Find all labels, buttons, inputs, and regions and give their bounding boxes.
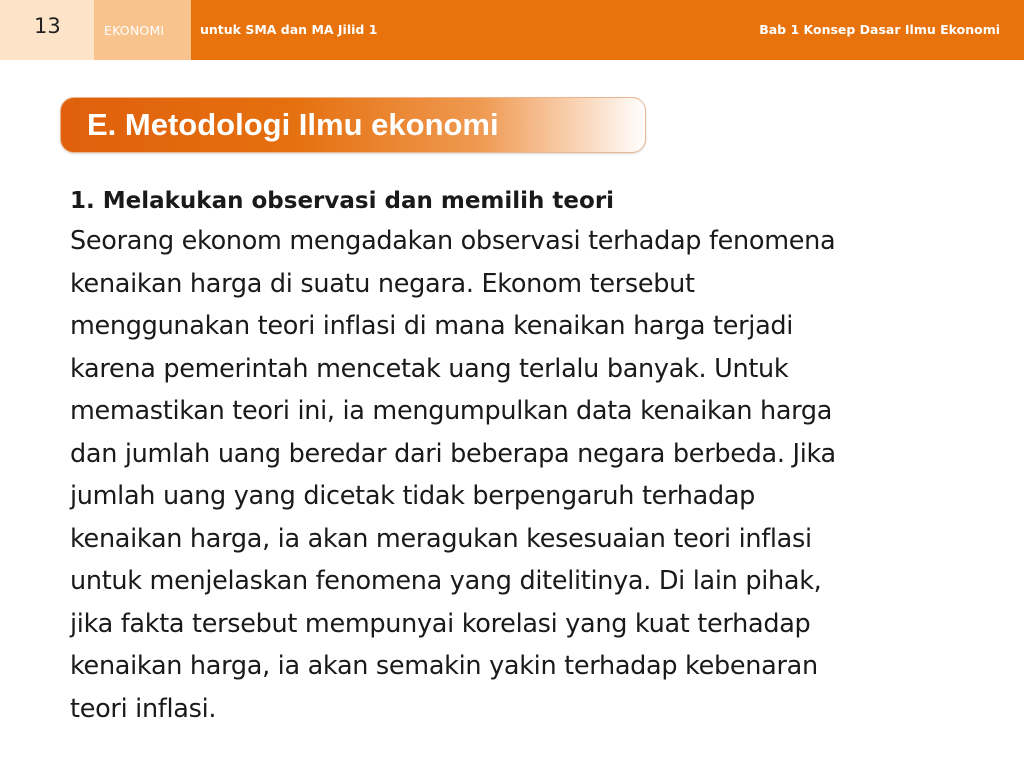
page-number: 13 [0,0,94,60]
body-line: kenaikan harga, ia akan semakin yakin terhadap kebenaran [70,651,818,681]
body-line: jumlah uang yang dicetak tidak berpengaruh terhadap [70,481,756,511]
subsection-heading: 1. Melakukan observasi dan memilih teori [70,188,615,214]
body-line: kenaikan harga, ia akan meragukan kesesuaian teori inflasi [70,523,812,554]
subject-tab: EKONOMI [94,0,191,60]
section-title: E. Metodologi Ilmu ekonomi [87,107,499,142]
body-line: teori inflasi. [70,693,217,724]
body-line: jika fakta tersebut mempunyai korelasi yang kuat terhadap [70,608,811,639]
body-line: karena pemerintah mencetak uang terlalu banyak. Untuk [70,353,789,384]
body-line: dan jumlah uang beredar dari beberapa negara berbeda. Jika [70,438,836,469]
chapter-title: Bab 1 Konsep Dasar Ilmu Ekonomi [759,22,1000,37]
section-banner [60,97,646,153]
header-bar [0,0,1024,60]
body-line: menggunakan teori inflasi di mana kenaikan harga terjadi [70,311,794,341]
body-line: untuk menjelaskan fenomena yang ditelitinya. Di lain pihak, [70,566,822,596]
body-line: Seorang ekonom mengadakan observasi terhadap fenomena [70,226,836,256]
body-line: kenaikan harga di suatu negara. Ekonom tersebut [70,268,695,299]
body-line: memastikan teori ini, ia mengumpulkan data kenaikan harga [70,396,833,426]
content-body [70,182,970,730]
book-title: untuk SMA dan MA Jilid 1 [200,22,378,37]
